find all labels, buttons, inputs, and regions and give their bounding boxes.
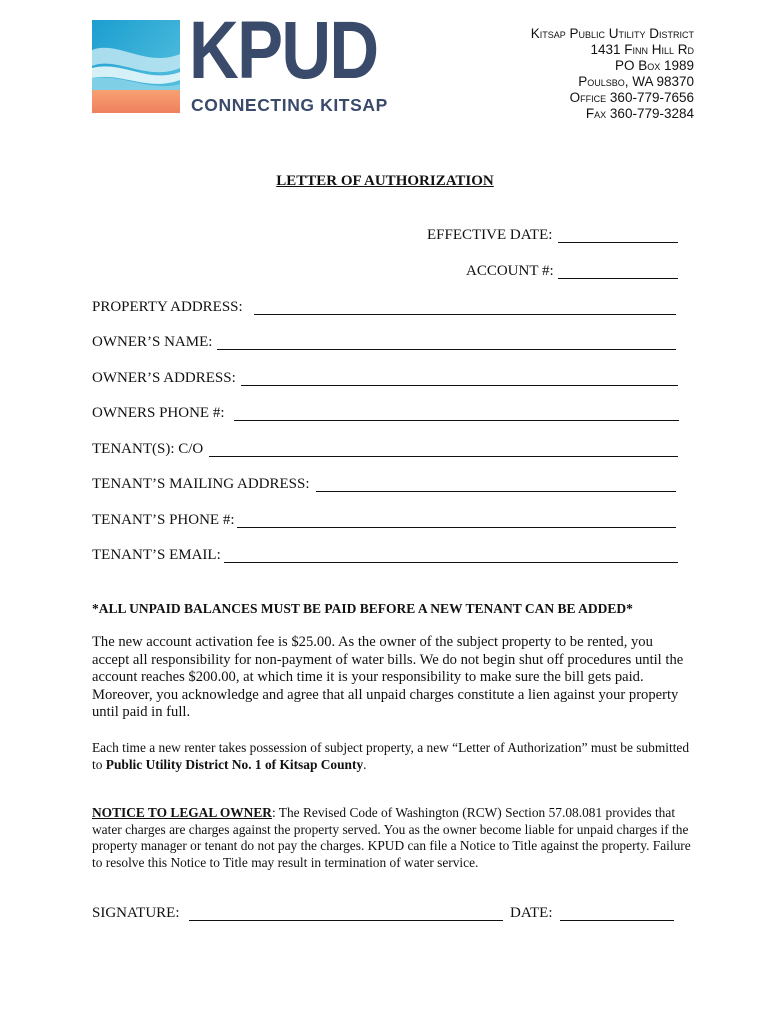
owner-name-field[interactable] xyxy=(217,349,676,350)
signature-label: SIGNATURE: xyxy=(92,905,180,921)
tenant-mailing-address-field[interactable] xyxy=(316,491,676,492)
effective-date-label: EFFECTIVE DATE: xyxy=(427,227,553,243)
owner-phone-label: OWNERS PHONE #: xyxy=(92,405,225,421)
property-address-field[interactable] xyxy=(254,314,676,315)
owner-address-field[interactable] xyxy=(241,385,678,386)
date-field[interactable] xyxy=(560,920,674,921)
address-line: Kitsap Public Utility District xyxy=(530,26,694,41)
tenant-email-label: TENANT’S EMAIL: xyxy=(92,547,221,563)
address-line: Poulsbo, WA 98370 xyxy=(578,74,694,89)
activation-fee-paragraph: The new account activation fee is $25.00. As the owner of the subject property to be rented, you accept all responsibility for non-payment of water bills. We do not begin shut off procedures until the account reaches $200.00, at which time it is your responsibility to make sure the bill gets paid. Moreover, you acknowledge and agree that all unpaid charges constitute a lien against your property until paid in full. xyxy=(92,634,684,720)
account-field[interactable] xyxy=(558,278,678,279)
owner-name-label: OWNER’S NAME: xyxy=(92,334,213,350)
unpaid-balance-notice: *ALL UNPAID BALANCES MUST BE PAID BEFORE A NEW TENANT CAN BE ADDED* xyxy=(92,601,633,616)
new-renter-end: . xyxy=(363,757,367,772)
address-line: PO Box 1989 xyxy=(614,58,694,73)
kpud-logo-icon xyxy=(92,20,180,113)
new-renter-text: Each time a new renter takes possession of subject property, a new “Letter of Authorization” must be submitted to xyxy=(92,740,690,772)
address-line: Fax 360-779-3284 xyxy=(585,106,694,121)
district-address-block xyxy=(531,26,694,122)
tenant-email-field[interactable] xyxy=(224,562,678,563)
owner-address-label: OWNER’S ADDRESS: xyxy=(92,370,236,386)
effective-date-field[interactable] xyxy=(558,242,678,243)
address-line: Office 360-779-7656 xyxy=(569,90,694,105)
address-line: 1431 Finn Hill Rd xyxy=(590,42,694,57)
owner-phone-field[interactable] xyxy=(234,420,679,421)
legal-owner-notice-paragraph xyxy=(92,805,692,871)
document-title: LETTER OF AUTHORIZATION xyxy=(276,173,494,189)
tenant-phone-field[interactable] xyxy=(237,527,676,528)
new-renter-paragraph xyxy=(92,739,692,773)
signature-field[interactable] xyxy=(189,920,503,921)
district-name: Public Utility District No. 1 of Kitsap County xyxy=(105,757,364,772)
date-label: DATE: xyxy=(510,905,553,921)
legal-owner-text: : The Revised Code of Washington (RCW) Section 57.08.081 provides that water charges are charges against the property served. You as the owner become liable for unpaid charges if the property manager or tenant do not pay the charges. KPUD can file a Notice to Title against the property. Failure to resolve this Notice to Title may result in termination of water service. xyxy=(92,805,691,870)
tenant-mailing-address-label: TENANT’S MAILING ADDRESS: xyxy=(92,476,310,492)
tenant-phone-label: TENANT’S PHONE #: xyxy=(92,512,235,528)
kpud-logo-wordmark: KPUD xyxy=(189,5,378,96)
legal-owner-heading: NOTICE TO LEGAL OWNER xyxy=(92,805,272,820)
tenants-field[interactable] xyxy=(209,456,678,457)
tenants-label: TENANT(S): C/O xyxy=(92,441,204,457)
account-label: ACCOUNT #: xyxy=(466,263,554,279)
logo-tagline: CONNECTING KITSAP xyxy=(191,95,388,115)
property-address-label: PROPERTY ADDRESS: xyxy=(92,299,243,315)
